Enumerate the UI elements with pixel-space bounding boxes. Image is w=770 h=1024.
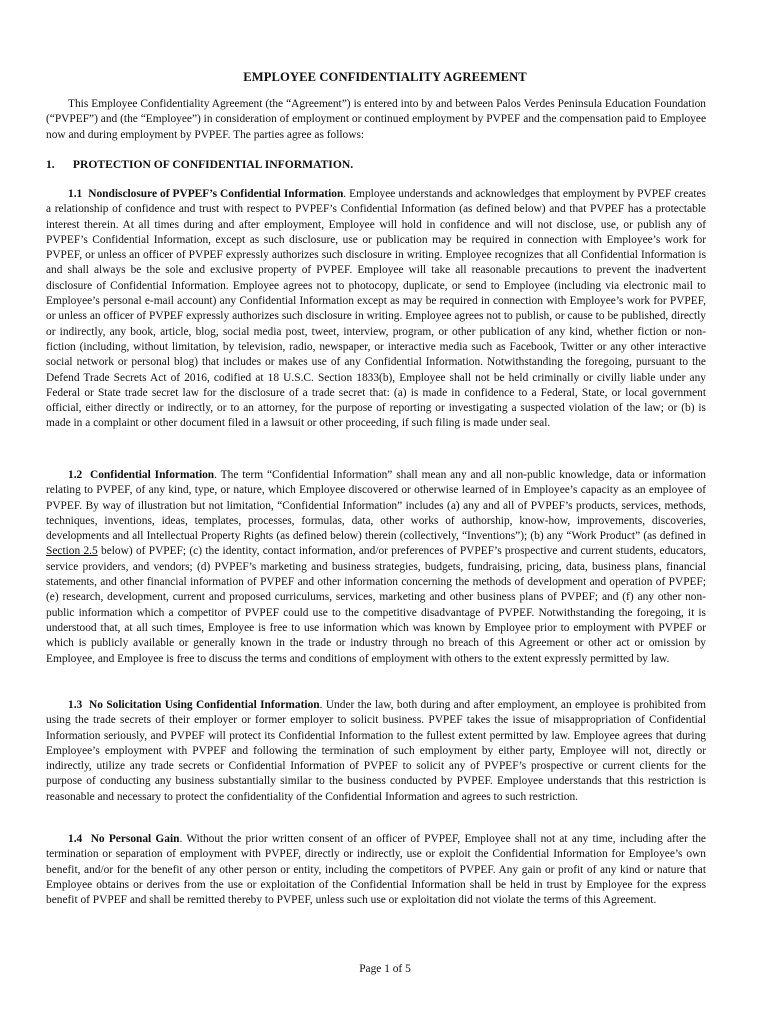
paragraph-1-3-text: . Under the law, both during and after employment, an employee is prohibited from using the trade secrets of their employer or former employer to solicit business. PVPEF takes the issue of misappropriation of Confidential Information seriously, and PVPEF will protect its Confidential Information to the fullest extent permitted by law. Employee agrees that during Employee’s employment with PVPEF and following the termination of such employment by either party, Employee will not, directly or indirectly, utilize any trade secrets or Confidential Information of PVPEF to solicit any of PVPEF’s prospective or current clients for the purpose of conducting any business substantially similar to the business conducted by PVPEF. Employee understands that this restriction is reasonable and necessary to protect the confidentiality of the Confidential Information and agrees to such restriction.: [46, 699, 706, 803]
paragraph-1-3-number: 1.3: [68, 699, 83, 711]
paragraph-1-2-title: Confidential Information: [90, 469, 215, 481]
section-2-5-reference: Section 2.5: [46, 545, 98, 558]
paragraph-1-2: [46, 468, 706, 667]
paragraph-1-2-number: 1.2: [68, 469, 83, 481]
paragraph-1-1-number: 1.1: [68, 188, 83, 200]
document-title: EMPLOYEE CONFIDENTIALITY AGREEMENT: [243, 70, 527, 84]
paragraph-1-1-title: Nondisclosure of PVPEF’s Confidential Information: [88, 188, 344, 200]
paragraph-1-2-text-a: . The term “Confidential Information” shall mean any and all non-public knowledge, data or information relating to PVPEF, of any kind, type, or nature, which Employee discovered or otherwise learned of in Employee’s capacity as an employee of PVPEF. By way of illustration but not limitation, “Confidential Information” includes (a) any and all of PVPEF’s products, services, methods, techniques, inventions, ideas, templates, processes, formulas, data, other works of authorship, know-how, improvements, discoveries, developments and all Intellectual Property Rights (as defined below) therein (collectively, “Inventions”); (b) any “Work Product” (as defined in: [46, 469, 706, 543]
page-number-footer: Page 1 of 5: [359, 963, 411, 975]
paragraph-1-1: [46, 187, 706, 432]
paragraph-1-4-text: . Without the prior written consent of an officer of PVPEF, Employee shall not at any time, including after the termination or separation of employment with PVPEF, directly or indirectly, use or exploit the Confidential Information for Employee’s own benefit, and/or for the benefit of any other person or entity, including the competitors of PVPEF. Any gain or profit of any kind or nature that Employee obtains or derives from the use or exploitation of the Confidential Information shall be held in trust by Employee for the express benefit of PVPEF and shall be remitted thereby to PVPEF, unless such use or exploitation did not violate the terms of this Agreement.: [46, 833, 706, 907]
paragraph-1-2-text-b: below) of PVPEF; (c) the identity, contact information, and/or preferences of PVPEF’s prospective and current students, educators, service providers, and vendors; (d) PVPEF’s marketing and business strategies, budgets, fundraising, pricing, data, business plans, financial statements, and other financial information of PVPEF and other information concerning the methods of development and operation of PVPEF; (e) research, development, current and proposed curriculums, services, marketing and other business plans of PVPEF; and (f) any other non-public information which a competitor of PVPEF could use to the competitive disadvantage of PVPEF. Notwithstanding the foregoing, it is understood that, at all such times, Employee is free to use information which was known by Employee prior to employment with PVPEF or which is publicly available or generally known in the trade or industry through no breach of this Agreement or other act or omission by Employee, and Employee is free to discuss the terms and conditions of employment with others to the extent expressly permitted by law.: [46, 545, 707, 665]
section-1-heading: [46, 157, 353, 172]
intro-paragraph: This Employee Confidentiality Agreement (the “Agreement”) is entered into by and between Palos Verdes Peninsula Education Foundation (“PVPEF”) and (the “Employee”) in consideration of employment or continued employment by PVPEF and the compensation paid to Employee now and during employment by PVPEF. The parties agree as follows:: [46, 98, 706, 141]
section-1-title: PROTECTION OF CONFIDENTIAL INFORMATION.: [72, 158, 354, 171]
paragraph-1-4-title: No Personal Gain: [90, 833, 180, 845]
paragraph-1-3: [46, 698, 706, 805]
paragraph-1-4-number: 1.4: [68, 833, 83, 845]
paragraph-1-1-text: . Employee understands and acknowledges that employment by PVPEF creates a relationship of confidence and trust with respect to PVPEF’s Confidential Information (as defined below) and that PVPEF has a protectable interest therein. At all times during and after employment, Employee will hold in confidence and will not disclose, use, or publish any of PVPEF’s Confidential Information, except as such disclosure, use or publication may be required in connection with Employee’s work for PVPEF, or unless an officer of PVPEF expressly authorizes such disclosure in writing. Employee recognizes that all Confidential Information is and shall always be the sole and exclusive property of PVPEF. Employee will take all reasonable precautions to prevent the inadvertent disclosure of Confidential Information. Employee agrees not to photocopy, duplicate, or send to Employee (including via electronic mail to Employee’s personal e-mail account) any Confidential Information except as may be required in connection with Employee’s work for PVPEF, or unless an officer of PVPEF expressly authorizes such disclosure in writing. Employee agrees not to publish, or cause to be published, directly or indirectly, any book, article, blog, social media post, tweet, interview, program, or other publication of any kind, whether fiction or non-fiction (including, without limitation, by television, radio, newspaper, or interactive media such as Facebook, Twitter or any other interactive social network or personal blog) that includes or makes use of any Confidential Information. Notwithstanding the foregoing, pursuant to the Defend Trade Secrets Act of 2016, codified at 18 U.S.C. Section 1833(b), Employee shall not be held criminally or civilly liable under any Federal or State trade secret law for the disclosure of a trade secret that: (a) is made in confidence to a Federal, State, or local government official, either directly or indirectly, or to an attorney, for the purpose of reporting or investigating a suspected violation of the law; or (b) is made in a complaint or other document filed in a lawsuit or other proceeding, if such filing is made under seal.: [46, 188, 706, 430]
section-1-number: 1.: [46, 158, 55, 171]
paragraph-1-3-title: No Solicitation Using Confidential Information: [89, 699, 320, 711]
paragraph-1-4: [46, 832, 706, 908]
